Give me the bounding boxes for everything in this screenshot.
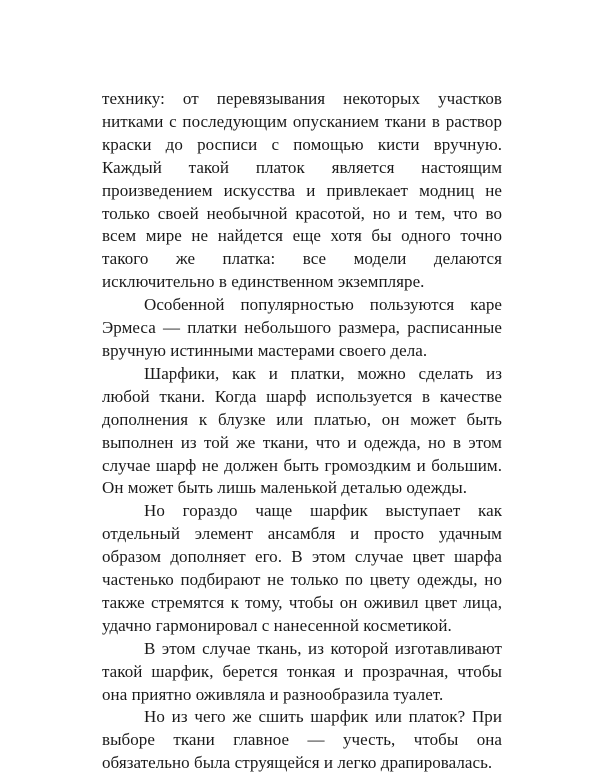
paragraph-choice: Но из чего же сшить шарфик или платок? При выборе ткани главное — учесть, чтобы она обязательно была струящейся и легко драпировалась. — [102, 707, 502, 773]
paragraph-scarf-fabric: Шарфики, как и платки, можно сделать из любой ткани. Когда шарф используется в качестве дополнения к блузке или платью, он может быть выполнен из той же ткани, что и одежда, но в этом случае шарф не должен быть громоздким и большим. Он может быть лишь маленькой деталью одежды. — [102, 363, 502, 498]
paragraph-scarf-element: Но гораздо чаще шарфик выступает как отдельный элемент ансамбля и просто удачным образом дополняет его. В этом случае цвет шарфа частенько подбирают не только по цвету одежды, но также стремятся к тому, чтобы он оживил цвет лица, удачно гармонировал с нанесенной косметикой. — [102, 501, 502, 635]
paragraph-thin-fabric: В этом случае ткань, из которой изготавливают такой шарфик, берется тонкая и прозрачная, чтобы она приятно оживляла и разнообразила туалет. — [102, 638, 502, 704]
paragraph-hermes: Особенной популярностью пользуются каре Эрмеса — платки небольшого размера, расписанные вручную истинными мастерами своего дела. — [102, 295, 502, 360]
paragraph-continuation: технику: от перевязывания некоторых участков нитками с последующим опусканием ткани в раствор краски до росписи с помощью кисти вручную. Каждый такой платок является настоящим произведением искусства и привлекает модниц не только своей необычной красотой, но и тем, что во всем мире не найдется еще хотя бы одного точно такого же платка: все модели делаются исключительно в единственном экземпляре. — [102, 89, 502, 292]
page-text — [102, 88, 502, 775]
